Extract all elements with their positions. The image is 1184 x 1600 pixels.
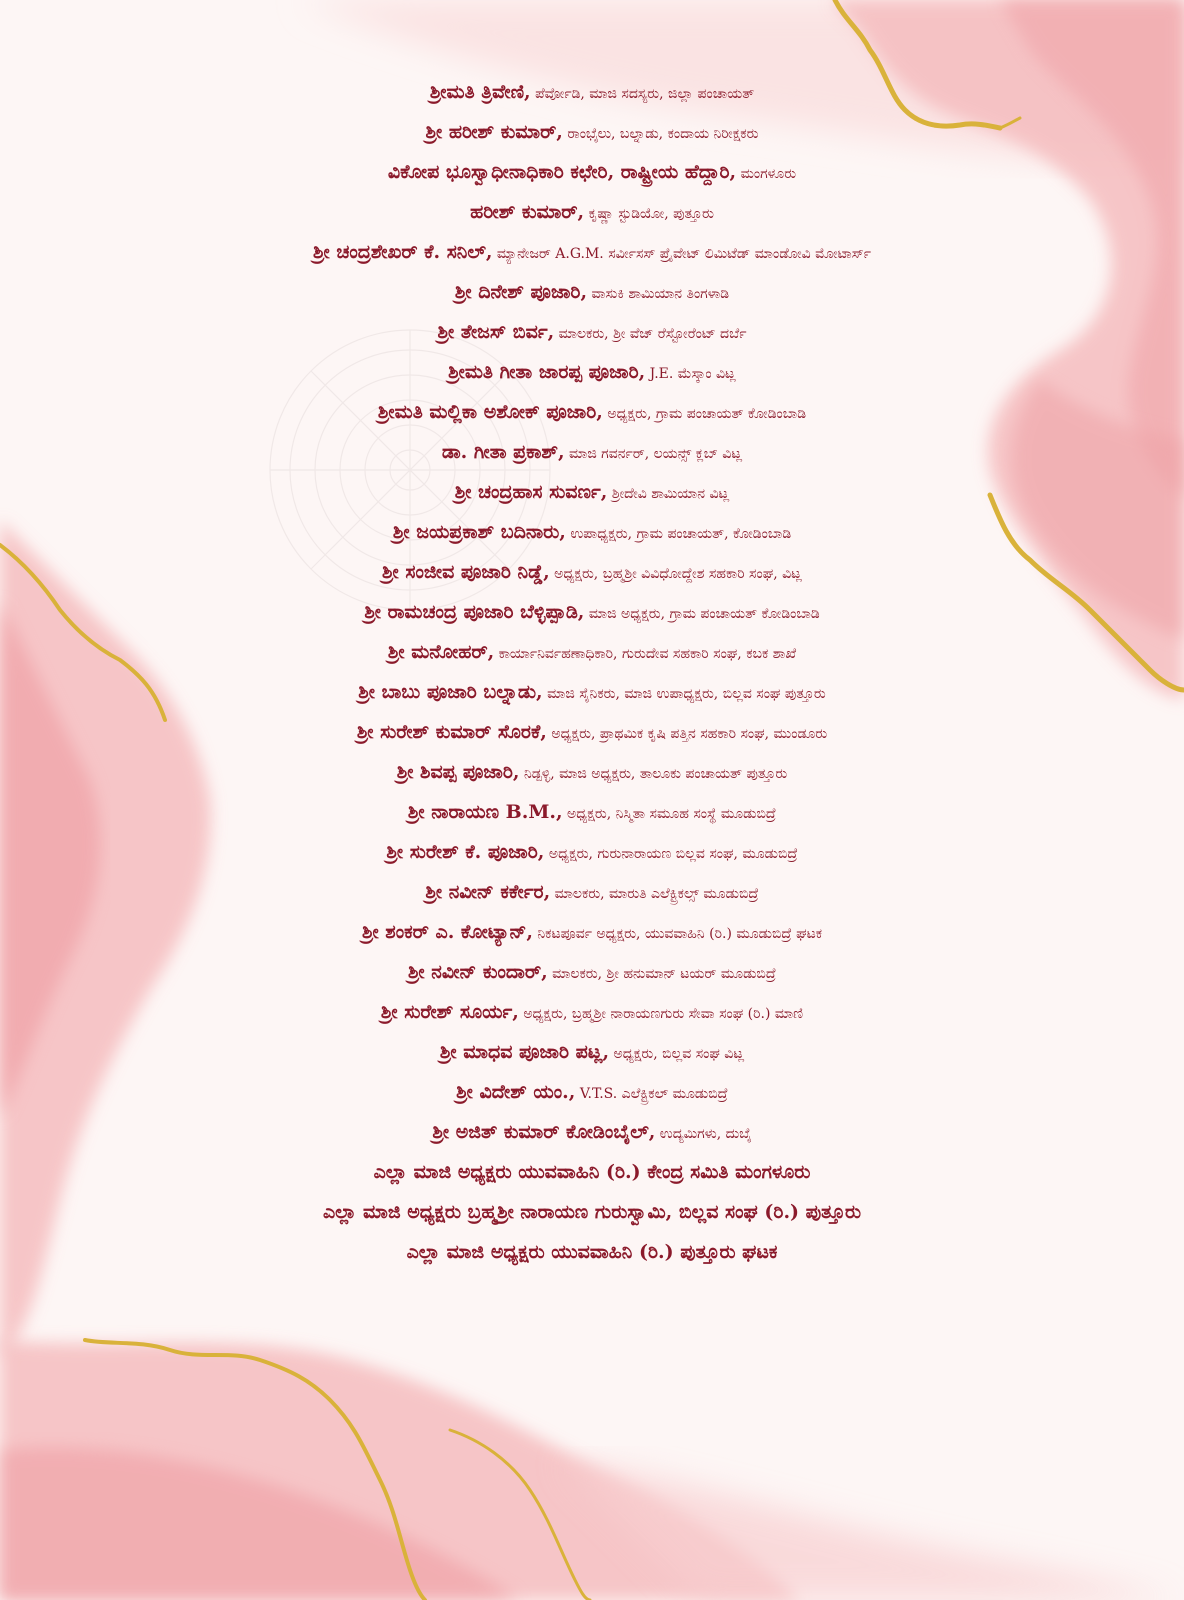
list-item: [382, 552, 802, 592]
list-item: [388, 152, 796, 192]
acknowledgement-list: [0, 72, 1184, 1272]
list-item: [426, 112, 759, 152]
entry-description: ಮಾಲಕರು, ಶ್ರೀ ಹನುಮಾನ್ ಟಯರ್ ಮೂಡುಬಿದ್ರೆ: [547, 966, 777, 982]
entry-description: ಮಾಜಿ ಗವರ್ನರ್, ಲಯನ್ಸ್ ಕ್ಲಬ್ ವಿಟ್ಲ: [564, 446, 743, 462]
entry-name: ಶ್ರೀ ವಿದೇಶ್ ಯಂ.,: [456, 1081, 576, 1103]
list-item: [408, 952, 776, 992]
entry-name: ಎಲ್ಲಾ ಮಾಜಿ ಅಧ್ಯಕ್ಷರು ಯುವವಾಹಿನಿ (ರಿ.) ಪುತ್ತೂರು ಘಟಕ: [406, 1241, 778, 1263]
list-item: [388, 632, 796, 672]
list-item: [470, 192, 714, 232]
list-item: [455, 472, 730, 512]
list-item: [364, 592, 819, 632]
entry-description: ಅಧ್ಯಕ್ಷರು, ಬ್ರಹ್ಮಶ್ರೀ ನಾರಾಯಣಗುರು ಸೇವಾ ಸಂಘ (ರಿ.) ಮಾಣಿ: [518, 1006, 804, 1022]
entry-description: ಕಾರ್ಯಾನಿರ್ವಹಣಾಧಿಕಾರಿ, ಗುರುದೇವ ಸಹಕಾರಿ ಸಂಘ, ಕಬಕ ಶಾಖೆ: [494, 646, 797, 662]
entry-name: ಶ್ರೀಮತಿ ಗೀತಾ ಜಾರಪ್ಪ ಪೂಜಾರಿ,: [448, 361, 646, 383]
list-item: [425, 872, 758, 912]
list-item: [448, 352, 736, 392]
entry-description: ಅಧ್ಯಕ್ಷರು, ನಿಸ್ಮಿತಾ ಸಮೂಹ ಸಂಸ್ಥೆ ಮೂಡುಬಿದ್ರೆ: [562, 806, 777, 822]
entry-description: ಅಧ್ಯಕ್ಷರು, ಬಿಲ್ಲವ ಸಂಘ ವಿಟ್ಲ: [609, 1046, 745, 1062]
list-item: [432, 1112, 751, 1152]
list-item: [397, 752, 788, 792]
entry-name: ಶ್ರೀ ಶಿವಪ್ಪ ಪೂಜಾರಿ,: [396, 761, 520, 783]
list-item: [438, 312, 747, 352]
entry-description: ಅಧ್ಯಕ್ಷರು, ಬ್ರಹ್ಮಶ್ರೀ ವಿವಿಧೋದ್ದೇಶ ಸಹಕಾರಿ ಸಂಘ, ವಿಟ್ಲ: [549, 566, 802, 582]
entry-name: ಶ್ರೀ ತೇಜಸ್ ಬಿರ್ವ,: [437, 321, 555, 343]
list-item: [381, 992, 803, 1032]
entry-name: ಶ್ರೀ ಸುರೇಶ್ ಕುಮಾರ್ ಸೊರಕೆ,: [356, 721, 547, 743]
entry-name: ಶ್ರೀ ನಾರಾಯಣ B.M.,: [407, 801, 563, 823]
list-item: [455, 272, 729, 312]
entry-description: ಅಧ್ಯಕ್ಷರು, ಗ್ರಾಮ ಪಂಚಾಯತ್ ಕೋಡಿಂಬಾಡಿ: [602, 406, 807, 422]
list-item: [456, 1072, 728, 1112]
entry-name: ಶ್ರೀ ಸಂಜೀವ ಪೂಜಾರಿ ನಿಡ್ಡೆ,: [382, 561, 550, 583]
list-item: [430, 72, 754, 112]
list-item: [442, 432, 742, 472]
entry-description: ನಿಡ್ಪಳ್ಳಿ, ಮಾಜಿ ಅಧ್ಯಕ್ಷರು, ತಾಲೂಕು ಪಂಚಾಯತ್ ಪುತ್ತೂರು: [519, 766, 788, 782]
list-item: [393, 512, 791, 552]
entry-description: ಅಧ್ಯಕ್ಷರು, ಗುರುನಾರಾಯಣ ಬಿಲ್ಲವ ಸಂಘ, ಮೂಡುಬಿದ್ರೆ: [544, 846, 798, 862]
entry-name: ಶ್ರೀ ಚಂದ್ರಶೇಖರ್ ಕೆ. ಸನಿಲ್,: [313, 241, 493, 263]
list-item: [358, 672, 825, 712]
entry-description: J.E. ಮೆಸ್ಕಾಂ ವಿಟ್ಲ: [645, 366, 736, 382]
list-item: [386, 832, 797, 872]
entry-name: ಶ್ರೀ ರಾಮಚಂದ್ರ ಪೂಜಾರಿ ಬೆಳ್ಳಿಪ್ಪಾಡಿ,: [364, 601, 585, 623]
entry-description: ಕೃಷ್ಣಾ ಸ್ಟುಡಿಯೋ, ಪುತ್ತೂರು: [584, 206, 714, 222]
entry-name: ಡಾ. ಗೀತಾ ಪ್ರಕಾಶ್,: [441, 441, 565, 463]
list-item: [378, 392, 806, 432]
list-item: [374, 1152, 811, 1192]
entry-name: ಶ್ರೀ ಹರೀಶ್ ಕುಮಾರ್,: [425, 121, 563, 143]
entry-name: ಎಲ್ಲಾ ಮಾಜಿ ಅಧ್ಯಕ್ಷರು ಯುವವಾಹಿನಿ (ರಿ.) ಕೇಂದ್ರ ಸಮಿತಿ ಮಂಗಳೂರು: [373, 1161, 811, 1183]
entry-description: V.T.S. ಎಲೆಕ್ಟ್ರಿಕಲ್ ಮೂಡುಬಿದ್ರೆ: [575, 1086, 728, 1102]
entry-name: ಶ್ರೀ ನವೀನ್ ಕುಂದಾರ್,: [407, 961, 548, 983]
entry-description: ಉಪಾಧ್ಯಕ್ಷರು, ಗ್ರಾಮ ಪಂಚಾಯತ್, ಕೋಡಿಂಬಾಡಿ: [565, 526, 792, 542]
entry-description: ನಿಕಟಪೂರ್ವ ಅಧ್ಯಕ್ಷರು, ಯುವವಾಹಿನಿ (ರಿ.) ಮೂಡುಬಿದ್ರೆ ಘಟಕ: [532, 926, 823, 942]
entry-name: ಶ್ರೀ ದಿನೇಶ್ ಪೂಜಾರಿ,: [454, 281, 588, 303]
entry-description: ರಾಂಭೈಲು, ಬಲ್ನಾಡು, ಕಂದಾಯ ನಿರೀಕ್ಷಕರು: [562, 126, 759, 142]
list-item: [408, 792, 776, 832]
entry-description: ಉದ್ಯಮಿಗಳು, ದುಬೈ: [655, 1126, 752, 1142]
entry-name: ಶ್ರೀ ಸುರೇಶ್ ಸೂರ್ಯ,: [380, 1001, 519, 1023]
entry-name: ಶ್ರೀಮತಿ ತ್ರಿವೇಣಿ,: [429, 81, 531, 103]
entry-name: ಹರೀಶ್ ಕುಮಾರ್,: [470, 201, 585, 223]
list-item: [323, 1192, 861, 1232]
entry-name: ಶ್ರೀ ಸುರೇಶ್ ಕೆ. ಪೂಜಾರಿ,: [386, 841, 545, 863]
entry-name: ಶ್ರೀ ಜಯಪ್ರಕಾಶ್ ಬದಿನಾರು,: [392, 521, 566, 543]
entry-description: ಮ್ಯಾನೇಜರ್ A.G.M. ಸರ್ವೀಸಸ್ ಪ್ರೈವೇಟ್ ಲಿಮಿಟೆಡ್ ಮಾಂಡೋವಿ ಮೋಟಾರ್ಸ್: [492, 246, 871, 262]
entry-description: ಮಂಗಳೂರು: [736, 166, 797, 182]
entry-name: ವಿಕೋಪ ಭೂಸ್ವಾಧೀನಾಧಿಕಾರಿ ಕಛೇರಿ, ರಾಷ್ಟ್ರೀಯ ಹೆದ್ದಾರಿ,: [387, 161, 737, 183]
entry-name: ಎಲ್ಲಾ ಮಾಜಿ ಅಧ್ಯಕ್ಷರು ಬ್ರಹ್ಮಶ್ರೀ ನಾರಾಯಣ ಗುರುಸ್ವಾಮಿ, ಬಿಲ್ಲವ ಸಂಘ (ರಿ.) ಪುತ್ತೂರು: [322, 1201, 862, 1223]
entry-name: ಶ್ರೀ ಮನೋಹರ್,: [387, 641, 495, 663]
entry-description: ಪೆರ್ವೋಡಿ, ಮಾಜಿ ಸದಸ್ಯರು, ಜಿಲ್ಲಾ ಪಂಚಾಯತ್: [530, 86, 755, 102]
entry-name: ಶ್ರೀ ಚಂದ್ರಹಾಸ ಸುವರ್ಣ,: [454, 481, 608, 503]
entry-description: ಮಾಲಕರು, ಶ್ರೀ ವೆಜ್ ರೆಸ್ಟೋರೆಂಟ್ ದರ್ಬೆ: [554, 326, 747, 342]
entry-description: ಮಾಜಿ ಸೈನಿಕರು, ಮಾಜಿ ಉಪಾಧ್ಯಕ್ಷರು, ಬಿಲ್ಲವ ಸಂಘ ಪುತ್ತೂರು: [542, 686, 826, 702]
entry-name: ಶ್ರೀ ಬಾಬು ಪೂಜಾರಿ ಬಲ್ನಾಡು,: [358, 681, 543, 703]
entry-name: ಶ್ರೀ ಶಂಕರ್ ಎ. ಕೋಟ್ಯಾನ್,: [361, 921, 533, 943]
entry-description: ಮಾಜಿ ಅಧ್ಯಕ್ಷರು, ಗ್ರಾಮ ಪಂಚಾಯತ್ ಕೋಡಿಂಬಾಡಿ: [584, 606, 820, 622]
list-item: [357, 712, 827, 752]
entry-description: ಮಾಲಕರು, ಮಾರುತಿ ಎಲೆಕ್ಟ್ರಿಕಲ್ಸ್ ಮೂಡುಬಿದ್ರೆ: [550, 886, 759, 902]
list-item: [362, 912, 822, 952]
list-item: [407, 1232, 778, 1272]
list-item: [440, 1032, 744, 1072]
entry-name: ಶ್ರೀ ನವೀನ್ ಕರ್ಕೇರ,: [425, 881, 551, 903]
entry-description: ಶ್ರೀದೇವಿ ಶಾಮಿಯಾನ ವಿಟ್ಲ: [607, 486, 730, 502]
entry-description: ವಾಸುಕಿ ಶಾಮಿಯಾನ ತಿಂಗಳಾಡಿ: [587, 286, 730, 302]
entry-name: ಶ್ರೀಮತಿ ಮಲ್ಲಿಕಾ ಅಶೋಕ್ ಪೂಜಾರಿ,: [377, 401, 603, 423]
entry-description: ಅಧ್ಯಕ್ಷರು, ಪ್ರಾಥಮಿಕ ಕೃಷಿ ಪತ್ತಿನ ಸಹಕಾರಿ ಸಂಘ, ಮುಂಡೂರು: [546, 726, 828, 742]
list-item: [313, 232, 871, 272]
entry-name: ಶ್ರೀ ಅಜಿತ್ ಕುಮಾರ್ ಕೋಡಿಂಬೈಲ್,: [432, 1121, 656, 1143]
entry-name: ಶ್ರೀ ಮಾಧವ ಪೂಜಾರಿ ಪಟ್ಲ,: [439, 1041, 610, 1063]
